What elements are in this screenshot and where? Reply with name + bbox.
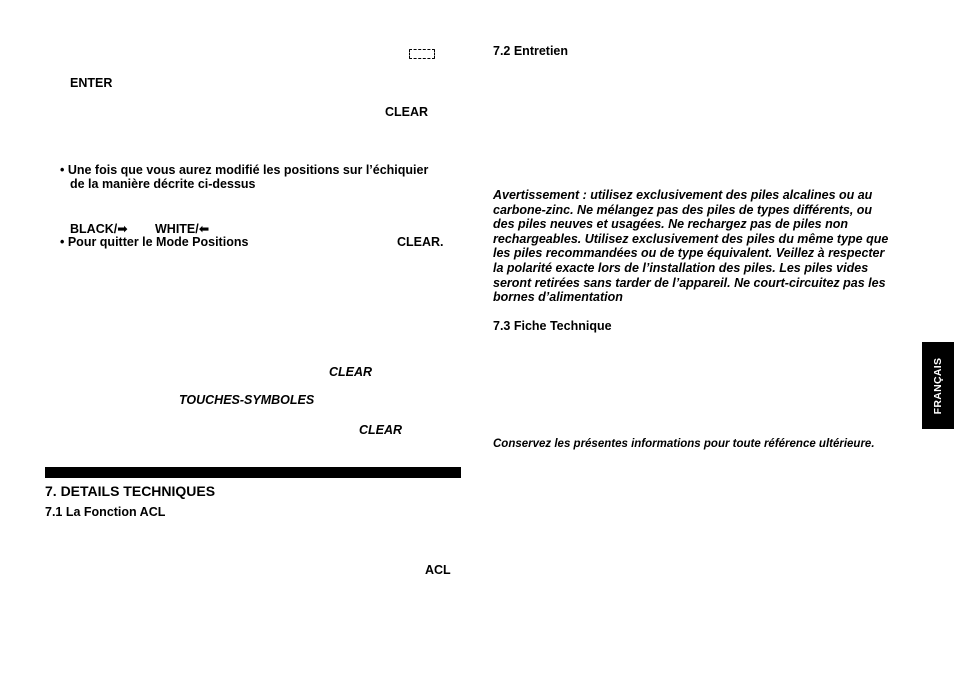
clear-key-label: CLEAR: [385, 105, 429, 119]
acl-key-label: ACL: [425, 563, 451, 577]
lcd-segment-icon: [409, 49, 435, 59]
subsection-maintenance-title: 7.2 Entretien: [493, 44, 569, 58]
bullet-modify-positions: • Une fois que vous aurez modifié les positions sur l’échiquier: [60, 163, 429, 177]
warning-line: bornes d’alimentation: [493, 290, 623, 305]
warning-line: rechargeables. Utilisez exclusivement des piles du même type que: [493, 231, 889, 246]
warning-line: seront retirées sans tarder de l’appareil. Ne court-circuitez pas les: [493, 275, 886, 290]
warning-line: la polarité exacte lors de l’installation des piles. Les piles vides: [493, 260, 869, 275]
warning-line: des piles neuves et usagées. Ne rechargez pas de piles non: [493, 217, 849, 232]
enter-key-label: ENTER: [70, 76, 113, 90]
subsection-acl-title: 7.1 La Fonction ACL: [45, 505, 166, 519]
bullet-quit-positions: • Pour quitter le Mode Positions: [60, 235, 249, 249]
language-side-tab: [922, 342, 954, 429]
warning-line: les piles recommandées ou de type équivalent. Veillez à respecter: [493, 246, 885, 261]
subsection-specs-title: 7.3 Fiche Technique: [493, 319, 612, 333]
bullet-modify-positions-cont: de la manière décrite ci-dessus: [70, 177, 256, 191]
warning-line: Avertissement : utilisez exclusivement des piles alcalines ou au: [493, 188, 873, 202]
clear-key-italic-2: CLEAR: [359, 423, 403, 437]
clear-key-italic: CLEAR: [329, 365, 373, 379]
clear-key-label-2: CLEAR.: [397, 235, 444, 249]
battery-warning-paragraph: [493, 188, 913, 305]
black-key-label: BLACK/➡: [70, 222, 128, 236]
section-divider-bar: [45, 467, 461, 478]
touches-symboles-label: TOUCHES-SYMBOLES: [179, 393, 315, 407]
language-tab-label: FRANÇAIS: [932, 357, 944, 414]
white-key-label: WHITE/⬅: [155, 222, 210, 236]
warning-line: carbone-zinc. Ne mélangez pas des piles de types différents, ou: [493, 202, 873, 217]
section-title: 7. DETAILS TECHNIQUES: [45, 483, 216, 499]
footer-note: Conservez les présentes informations pour toute référence ultérieure.: [493, 438, 875, 450]
